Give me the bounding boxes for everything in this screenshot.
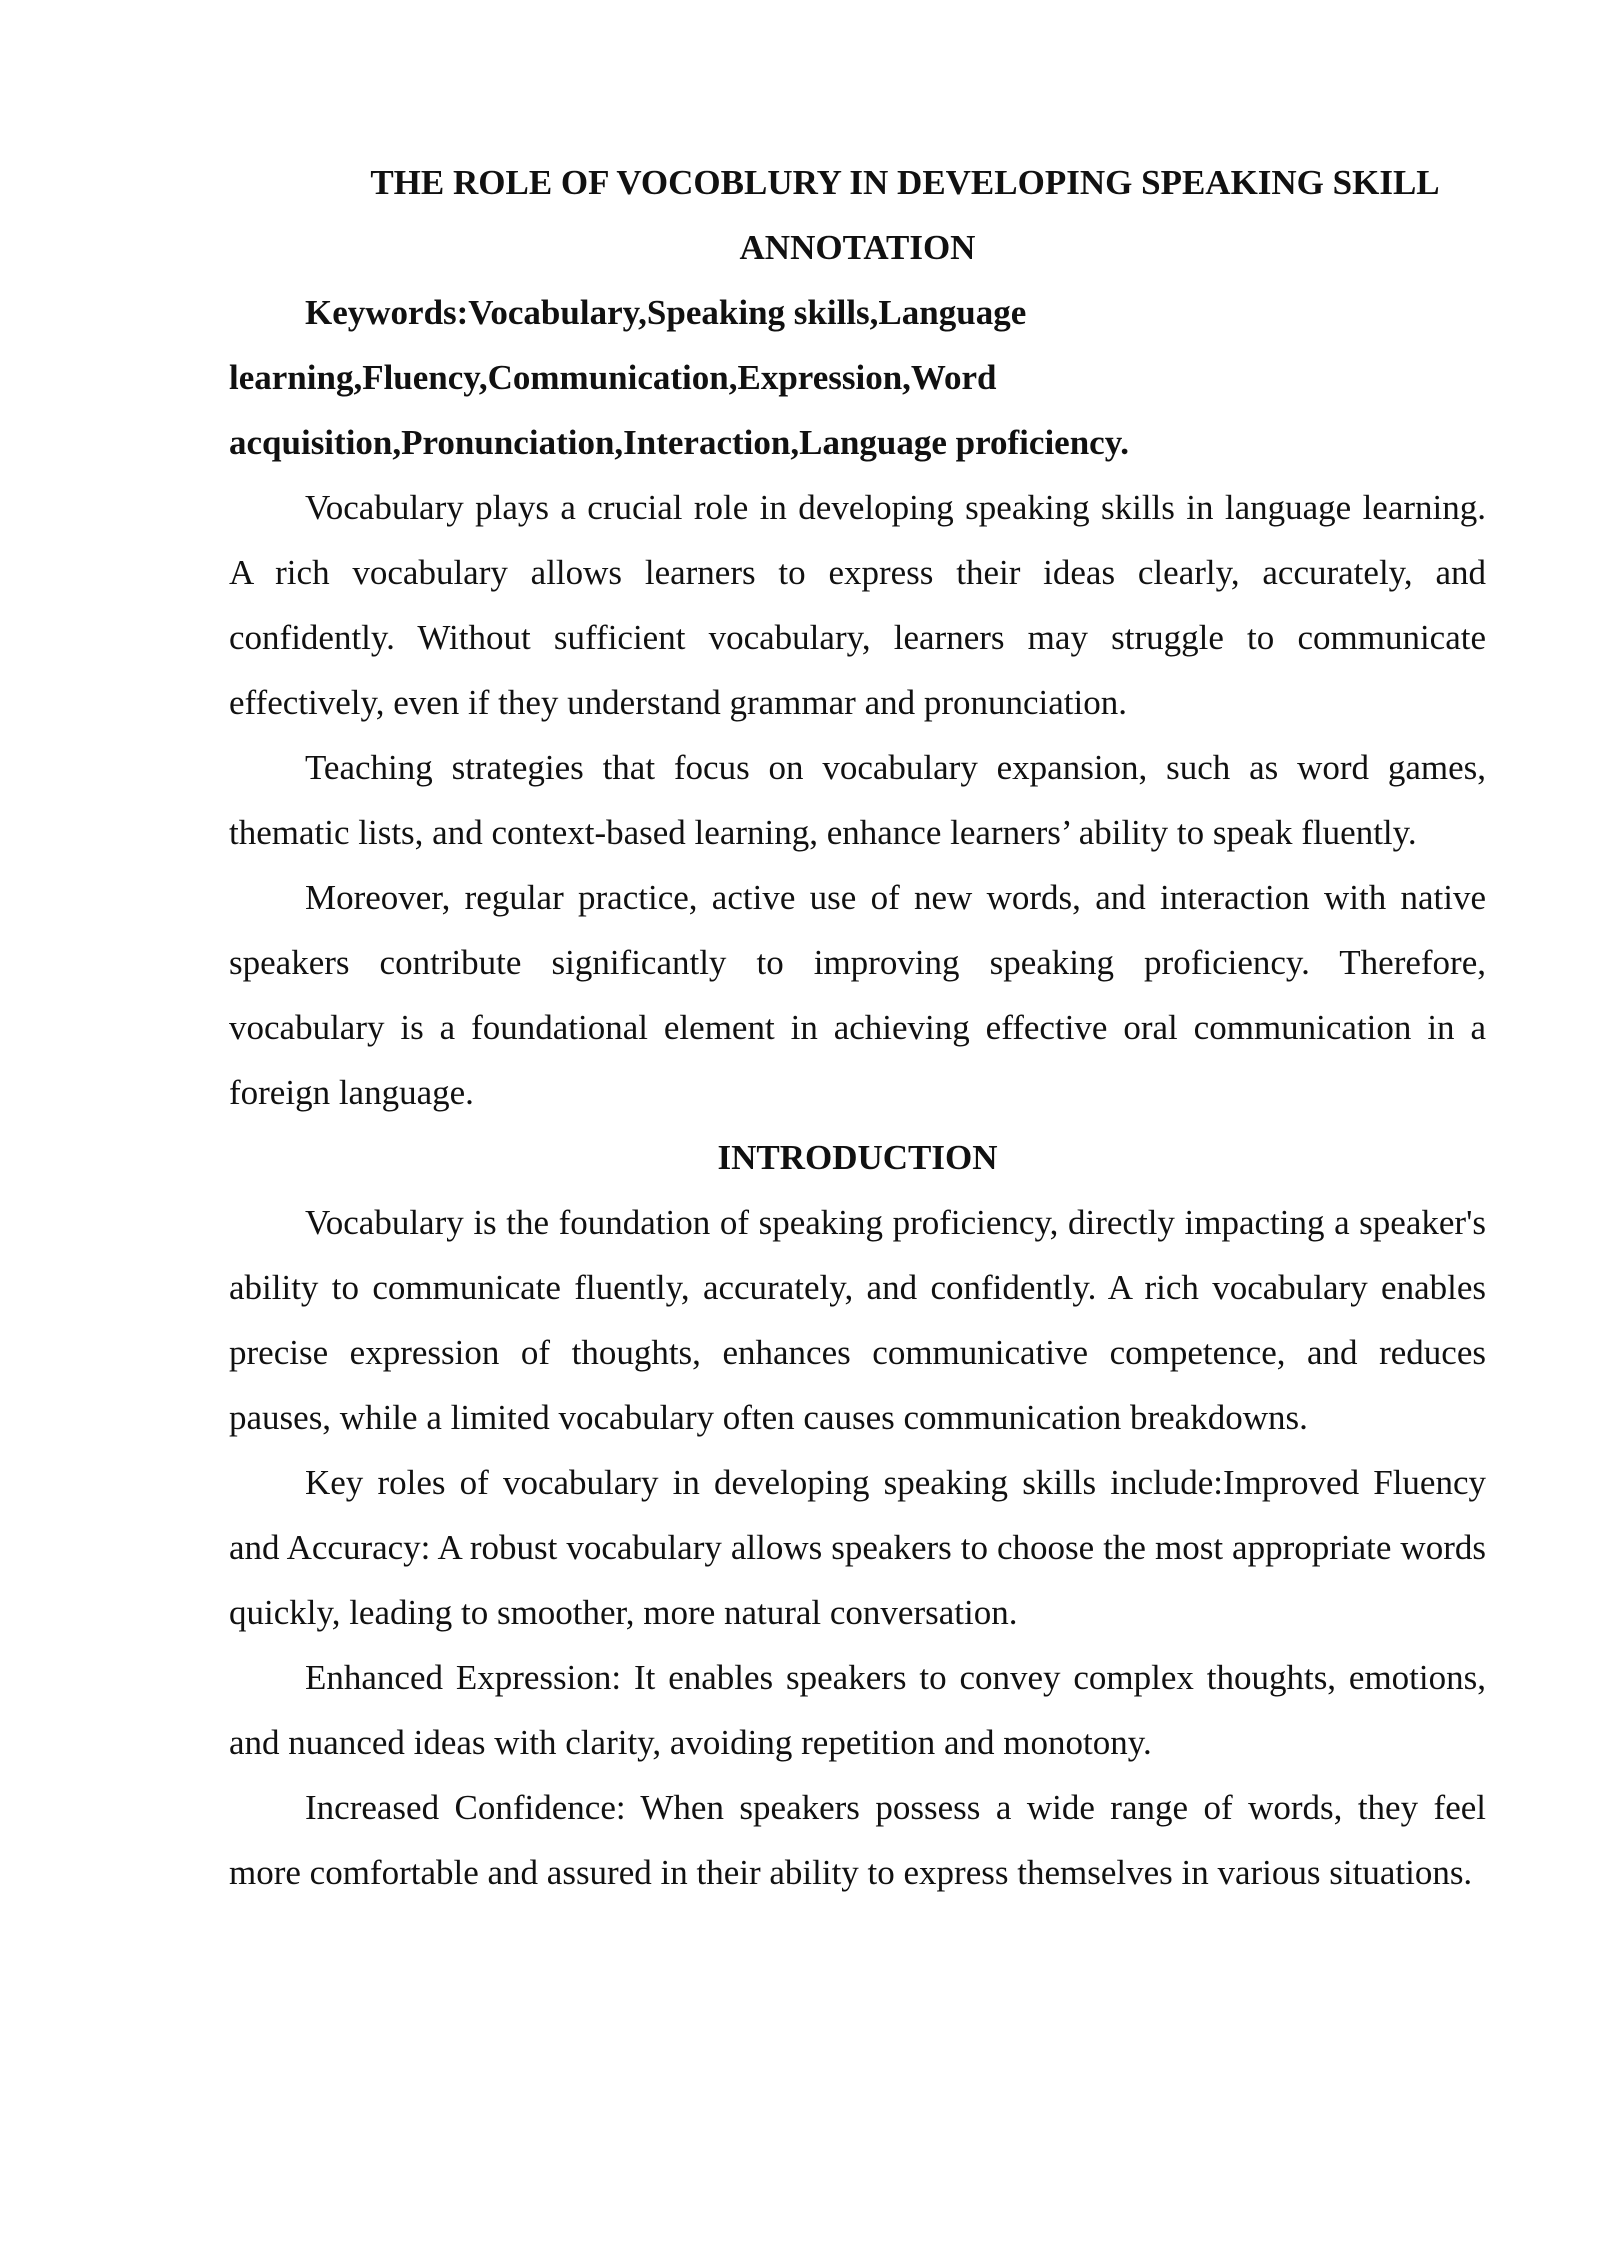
annotation-paragraph: Moreover, regular practice, active use of new words, and interaction with native speakers contribute significantly to improving speaking proficiency. Therefore, vocabulary is a foundational element in achieving effective oral communication in a foreign language. [229, 878, 1486, 1112]
introduction-paragraph: Enhanced Expression: It enables speakers to convey complex thoughts, emotions, and nuanced ideas with clarity, avoiding repetition and monotony. [229, 1658, 1486, 1762]
introduction-paragraph: Vocabulary is the foundation of speaking proficiency, directly impacting a speaker's ability to communicate fluently, accurately, and confidently. A rich vocabulary enables precise expression of thoughts, enhances communicative competence, and reduces pauses, while a limited vocabulary often causes communication breakdowns. [229, 1203, 1486, 1437]
annotation-paragraph: Vocabulary plays a crucial role in developing speaking skills in language learning. A rich vocabulary allows learners to express their ideas clearly, accurately, and confidently. Without sufficient vocabulary, learners may struggle to communicate effectively, even if they understand grammar and pronunciation. [229, 488, 1486, 722]
annotation-heading: ANNOTATION [739, 228, 976, 267]
document-title: THE ROLE OF VOCOBLURY IN DEVELOPING SPEAKING SKILL [370, 163, 1440, 202]
introduction-heading: INTRODUCTION [717, 1138, 998, 1177]
introduction-paragraph: Key roles of vocabulary in developing speaking skills include:Improved Fluency and Accuracy: A robust vocabulary allows speakers to choose the most appropriate words quickly, leading to smoother, more natural conversation. [229, 1463, 1486, 1632]
annotation-paragraph: Teaching strategies that focus on vocabulary expansion, such as word games, thematic lists, and context-based learning, enhance learners’ ability to speak fluently. [229, 748, 1486, 852]
introduction-paragraph: Increased Confidence: When speakers possess a wide range of words, they feel more comfortable and assured in their ability to express themselves in various situations. [229, 1788, 1486, 1892]
keywords-line: acquisition,Pronunciation,Interaction,Language proficiency. [229, 423, 1130, 462]
keywords-line: learning,Fluency,Communication,Expression,Word [229, 358, 997, 397]
document-page [229, 150, 1486, 1905]
keywords-line: Keywords:Vocabulary,Speaking skills,Language [305, 293, 1027, 332]
keywords-block [229, 280, 1486, 475]
